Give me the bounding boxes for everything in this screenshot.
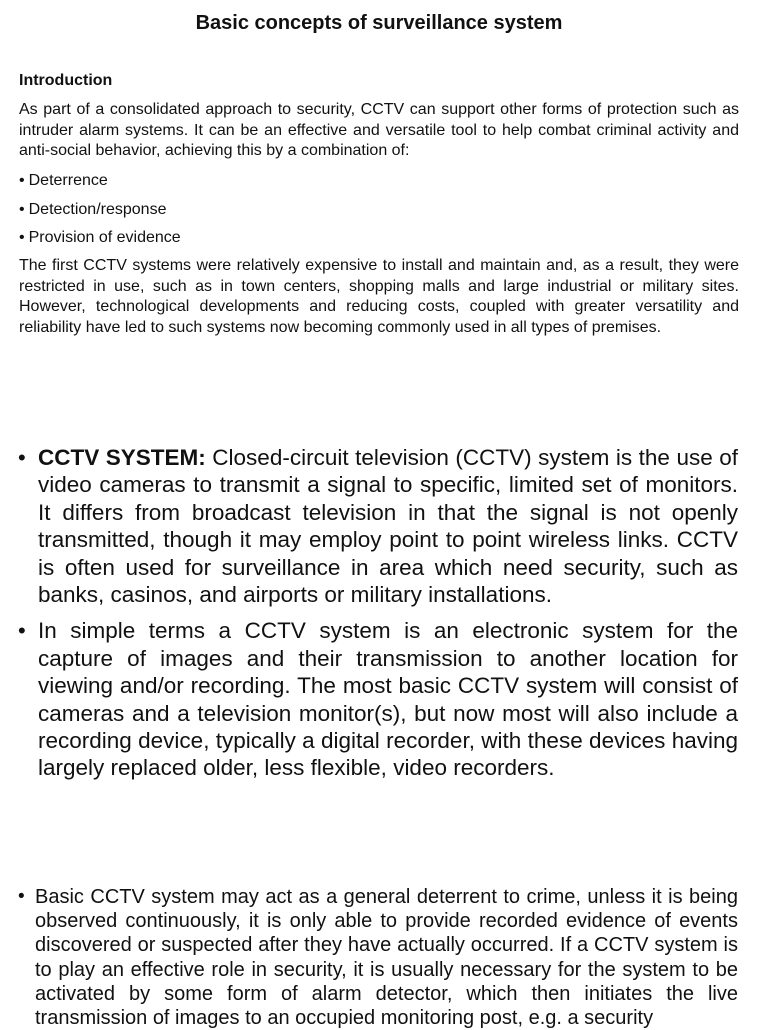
bullet-icon: • <box>19 172 25 189</box>
cctv-system-lead: CCTV SYSTEM: <box>38 445 206 470</box>
bullet-icon: • <box>18 886 25 907</box>
bullet-icon: • <box>19 229 25 246</box>
cctv-bullet-list-2 <box>18 885 738 1030</box>
intro-bullet-list <box>19 170 181 256</box>
document-title: Basic concepts of surveillance system <box>195 12 563 34</box>
cctv-bullet-text: Basic CCTV system may act as a general deterrent to crime, unless it is being observed continuously, it is only able to provide recorded evidence of events discovered or suspected after they have actually occurred. If a CCTV system is to play an effective role in security, it is usually necessary for the system to be activated by some form of alarm detector, which then initiates the live transmission of images to an occupied monitoring post, e.g. a security <box>35 886 738 1030</box>
intro-bullet-text: Provision of evidence <box>28 229 181 246</box>
cctv-bullet-item <box>18 444 738 608</box>
intro-bullet-text: Detection/response <box>28 200 167 218</box>
cctv-bullet-item <box>18 885 738 1030</box>
intro-paragraph-2: The first CCTV systems were relatively expensive to install and maintain and, as a result, they were restricted in use, such as in town centers, shopping malls and large industrial or military sites. However, technological developments and reducing costs, coupled with greater versatility and reliability have led to such systems now becoming commonly used in all types of premises. <box>19 257 739 337</box>
cctv-system-definition: Closed-circuit television (CCTV) system is the use of video cameras to transmit a signal to specific, limited set of monitors. It differs from broadcast television in that the signal is not openly transmitted, though it may employ point to point wireless links. CCTV is often used for surveillance in area which need security, such as banks, casinos, and airports or military installations. <box>38 445 739 608</box>
cctv-bullet-text: In simple terms a CCTV system is an electronic system for the capture of images and their transmission to another location for viewing and/or recording. The most basic CCTV system will consist of cameras and a television monitor(s), but now most will also include a recording device, typically a digital recorder, with these devices having largely replaced older, less flexible, video recorders. <box>38 618 738 781</box>
bullet-icon: • <box>18 445 26 470</box>
cctv-bullet-item <box>18 617 738 781</box>
intro-bullet-item <box>19 227 181 256</box>
intro-bullet-text: Deterrence <box>28 172 108 189</box>
intro-bullet-item <box>19 199 181 228</box>
cctv-bullet-list <box>18 444 738 791</box>
intro-bullet-item <box>19 170 181 199</box>
bullet-icon: • <box>18 618 26 644</box>
cctv-bullet-text <box>38 444 738 608</box>
introduction-heading: Introduction <box>19 72 113 89</box>
intro-paragraph-1: As part of a consolidated approach to security, CCTV can support other forms of protection such as intruder alarm systems. It can be an effective and versatile tool to help combat criminal activity and anti-social behavior, achieving this by a combination of: <box>19 101 739 160</box>
bullet-icon: • <box>19 200 25 218</box>
